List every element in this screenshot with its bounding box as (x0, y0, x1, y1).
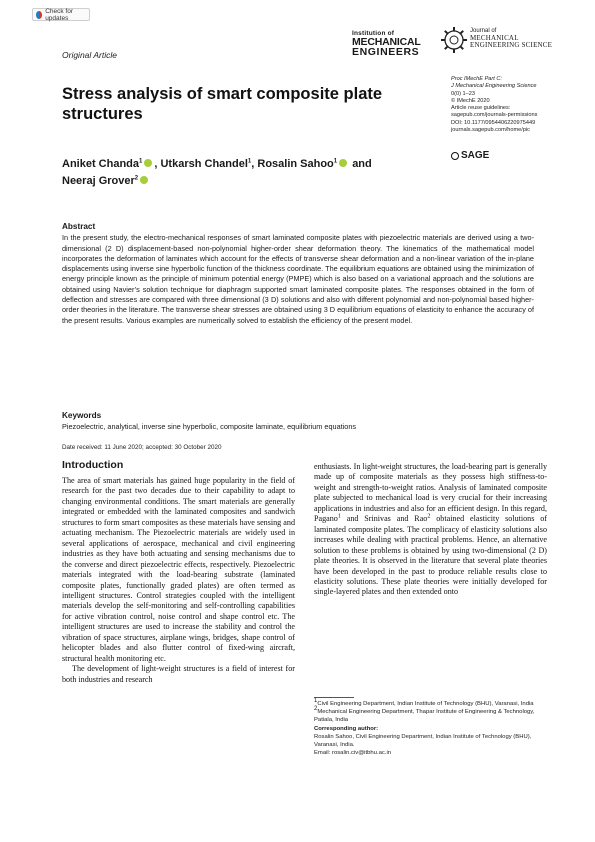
keywords-heading: Keywords (62, 411, 102, 420)
affiliation-2 (314, 705, 546, 725)
abstract-section (62, 222, 534, 326)
date-received: Date received: 11 June 2020; accepted: 30 October 2020 (62, 444, 222, 451)
author-name: Neeraj Grover (62, 175, 135, 187)
keywords-text: Piezoelectric, analytical, inverse sine hyperbolic, composite laminate, equilibrium equations (62, 422, 357, 432)
imeche-logo (352, 30, 430, 58)
paragraph-fragment: enthusiasts. In light-weight structures, the load-bearing part is generally made up of composite materials as they possess high stiffness-to-weight and strength-to-weight ratios. Analysis of laminated composite plate subjected to mechanical load is very crucial for their increasing applications in industries and also for an efficient design. In this regard, Pagano (314, 462, 547, 524)
corresponding-author-name: Rosalin Sahoo, Civil Engineering Department, Indian Institute of Technology (BHU), Varanasi, India. (314, 734, 532, 748)
author-list: Aniket Chanda$^1$iD , Utkarsh Chandel$^1$, Rosalin Sahoo$^1$iD and Neeraj Grover$^2$iD (62, 156, 442, 190)
sage-circle-icon (451, 152, 459, 160)
author-name: Aniket Chanda (62, 158, 140, 170)
orcid-icon[interactable] (339, 159, 347, 167)
journal-logo (470, 28, 580, 48)
imeche-logo-line1: Institution of (352, 30, 395, 37)
publication-meta (451, 76, 581, 134)
journal-logo-line1: Journal of (470, 28, 497, 34)
citation-ref[interactable]: 2 (427, 513, 431, 520)
journal-name-line2: J Mechanical Engineering Science (451, 83, 537, 90)
abstract-text: In the present study, the electro-mechanical responses of smart laminated composite plates with piezoelectric materials are derived using a two-dimensional (2 D) displacement-based non-polynomial higher-order shear deformation theory. The kinematics of the mathematical model incorporates the deformation of laminates which account for the effects of transverse shear deformation and a non-linear variation of the in-plane displacements using inverse sine hyperbolic function of the thickness coordinate. The equilibrium equations are obtained using the minimization of energy principle known as the principle of minimum potential energy (PMPE) which is also based on a variational approach and the solutions are obtained using Navier’s solution technique for diaphragm supported smart laminated composite plates. The responses obtained in the form of deflection and stresses are compared with three dimensional (3 D) solutions and also with different polynomial and non-polynomial based higher-order theories in the literature. The transverse shear stresses are obtained using 3 D equilibrium equations of elasticity to enhance the accuracy of the present results. Various examples are numerically solved to establish the efficiency of the present model. (62, 233, 534, 325)
copyright: © IMechE 2020 (451, 97, 490, 104)
body-column-right (314, 462, 547, 598)
imeche-logo-line3: ENGINEERS (352, 46, 420, 58)
keywords-section (62, 411, 534, 433)
author-name: Rosalin Sahoo (257, 158, 334, 170)
paper-title: Stress analysis of smart composite plate structures (62, 85, 383, 123)
author-name: Utkarsh Chandel (160, 158, 248, 170)
paragraph-fragment: and Srinivas and Rao (340, 514, 428, 524)
orcid-icon[interactable] (140, 176, 148, 184)
citation-ref[interactable]: 1 (337, 513, 341, 520)
journal-name-line1: Proc IMechE Part C: (451, 76, 502, 82)
body-column-left (62, 476, 295, 685)
affiliation-sup: 1 (314, 698, 318, 705)
abstract-heading: Abstract (62, 222, 96, 231)
author-affiliation-sup: 1 (139, 158, 143, 165)
check-for-updates-label: Check for updates (45, 7, 74, 22)
author-affiliation-sup: 2 (134, 175, 139, 182)
author-affiliation-sup: 1 (247, 158, 252, 165)
journal-home-link[interactable]: journals.sagepub.com/home/pic (451, 127, 530, 134)
paragraph-fragment: obtained elasticity solutions of laminated composite plates. The complicacy of elasticity solutions also increases while dealing with practical problems. Hence, an alternative solution to these problems is obtained by using two-dimensional (2 D) plate theories. It is observed in the literature that several plate theories have been developed in the past to produce reliable results close to elasticity solutions. These plate theories were initially developed for single-layered plates and then extended onto (314, 514, 547, 597)
journal-logo-line3: ENGINEERING SCIENCE (470, 40, 553, 49)
reuse-guidelines-label: Article reuse guidelines: (451, 105, 511, 112)
crossmark-icon (36, 11, 42, 19)
doi-link[interactable]: DOI: 10.1177/0954406220975449 (451, 119, 536, 126)
orcid-icon[interactable] (144, 159, 152, 167)
journal-logo-line2: MECHANICAL (470, 33, 519, 42)
author-and: and (352, 158, 372, 170)
gear-icon (440, 26, 468, 54)
affiliation-text: Mechanical Engineering Department, Thapar Institute of Engineering & Technology, Patiala, India (314, 708, 535, 723)
article-type: Original Article (62, 50, 117, 60)
corresponding-author-email[interactable]: Email: rosalin.civ@itbhu.ac.in (314, 749, 392, 756)
sage-logo-text: SAGE (461, 150, 490, 161)
corresponding-author-heading: Corresponding author: (314, 726, 379, 733)
reuse-guidelines-link[interactable]: sagepub.com/journals-permissions (451, 112, 538, 119)
volume-info: 0(0) 1–23 (451, 90, 475, 97)
paragraph: The area of smart materials has gained huge popularity in the field of research for the past two decades due to their capability to adapt to changing environmental conditions. The smart materials are generally integrated or embedded with the laminated composites and sandwich structures to form smart composites as these materials have sensing and actuating mechanism. The Piezoelectric materials are widely used in several applications of aerospace, mechanical and civil engineering industries as they have both actuating and sensing mechanisms due to the converse and direct piezoelectric effects, respectively. Piezoelectric materials integrated with the load-bearing substrate (laminated composite plates, functionally graded plates) are often termed as intelligent structures. Control strategies coupled with the intelligent materials develop the self-monitoring and self-controlling capabilities for active vibration control, noise control and shape control etc. The intelligent structures are used to increase the stability and control the vibration of space structures, airplane wings, bridges, shape control of helicopter blades and also flutter control of fixed-wing aircraft, structural health monitoring etc. (62, 476, 295, 663)
footnote-divider (314, 697, 354, 698)
imeche-logo-line2: MECHANICAL (352, 36, 421, 48)
affiliation-sup: 2 (314, 705, 318, 712)
footnotes (314, 698, 546, 758)
author-affiliation-sup: 1 (333, 158, 338, 165)
section-heading-introduction: Introduction (62, 459, 124, 471)
check-for-updates-button[interactable] (32, 8, 90, 21)
sage-logo (451, 150, 489, 161)
affiliation-1 (314, 698, 546, 709)
affiliation-text: Civil Engineering Department, Indian Institute of Technology (BHU), Varanasi, India (317, 701, 534, 707)
paragraph: The development of light-weight structures is a field of interest for both industries and research (62, 664, 295, 684)
